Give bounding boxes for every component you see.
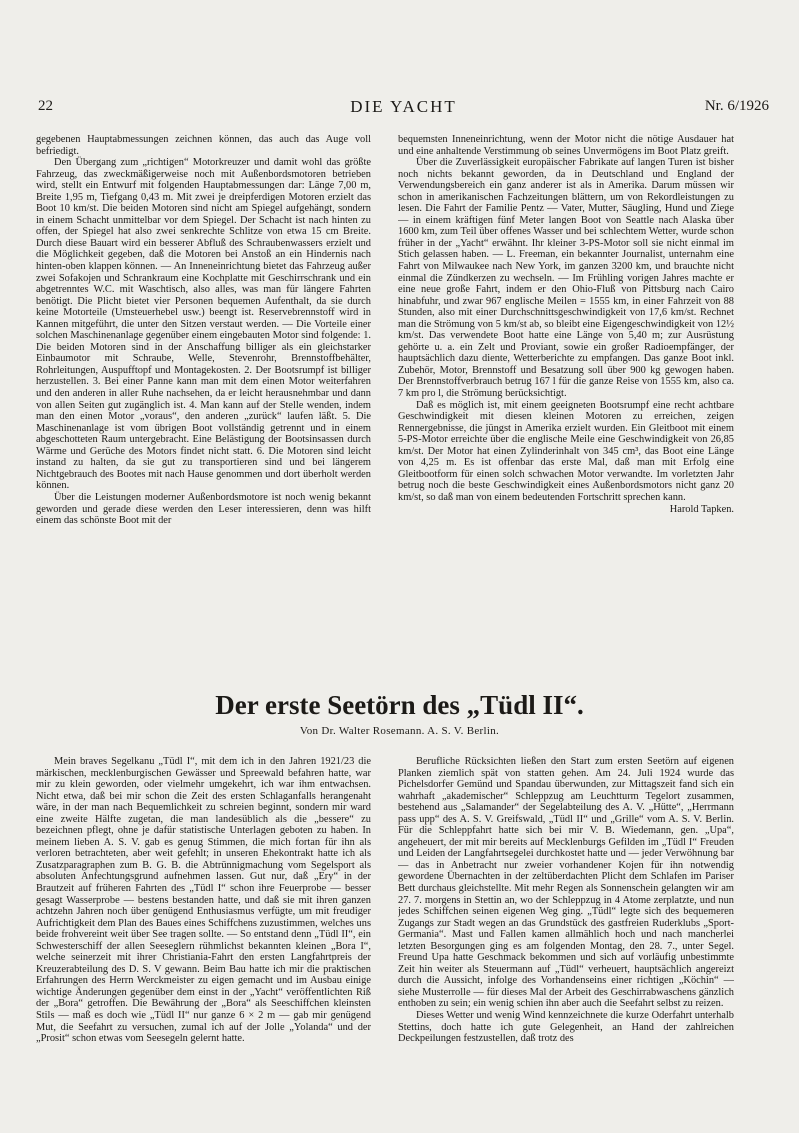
article1-right-column [398, 134, 734, 596]
article2-paragraph: Dieses Wetter und wenig Wind kennzeichnete die kurze Oderfahrt unterhalb Stettins, doch hatte ich gute Gelegenheit, an Hand der zahlreichen Deckpeilungen festzustellen, daß trotz des [398, 1010, 734, 1045]
article1-paragraph: bequemsten Inneneinrichtung, wenn der Motor nicht die nötige Ausdauer hat und eine anhaltende Verstimmung ob seines Unvermögens im Boot Platz greift. [398, 134, 734, 157]
page-header [38, 98, 769, 122]
article2-paragraph: Berufliche Rücksichten ließen den Start zum ersten Seetörn auf eigenen Planken ziemlich spät von statten gehen. Am 24. Juli 1924 wurde das Pichelsdorfer Gemünd und Spandau überwunden, zur Mittagszeit fand sich ein wahrhaft „akademischer“ Schleppzug am Leuchtturm Tegelort zusammen, bestehend aus „Salamander“ der Segelabteilung des A. V. „Hütte“, „Herrmann pass upp“ des A. S. V. Greifswald, „Tüdl II“ und „Grille“ vom A. S. V. Berlin. Für die Schleppfahrt hatte sich bei mir V. B. Wiedemann, gen. „Upa“, angeheuert, der mit mir bereits auf Mecklenburgs Gefilden im „Tüdl I“ Freuden und Leiden der Langfahrtsegelei durchkostet hatte und — jeder Verwöhnung bar — das in Anbetracht nur zweier vorhandener Kojen für ihn notwendig gewordene Übernachten in der zeltüberdachten Plicht dem Schlafen im Pariser Bett durchaus gleichstellte. Mit mehr Regen als Sonnenschein gelangten wir am 27. 7. morgens in Stettin an, wo der Schleppzug in 4 Atome zerplatzte, und nun jedes Schiffchen seinen eigenen Weg ging. „Tüdl“ legte sich des bequemeren Zugangs zur Stadt wegen an das Grundstück des gastfreien Ruderklubs „Sport-Germania“. Mast und Fallen kamen allmählich hoch und nach mancherlei letzten Besorgungen ging es am folgenden Montag, den 28. 7., unter Segel. Freund Upa hatte Geschmack bekommen und sich auf vorläufig unbestimmte Zeit hin weiter als Steuermann auf „Tüdl“ verheuert, hauptsächlich angereizt durch die Aussicht, infolge des Vorhandenseins einer richtigen „Köchin“ — siehe Musterrolle — für dieses Mal der Arbeit des Geschirrabwaschens gänzlich enthoben zu sein; ein wenig schien ihn aber auch die Seefahrt selbst zu reizen. [398, 756, 734, 1010]
article1-left-column [36, 134, 371, 596]
article1-paragraph: gegebenen Hauptabmessungen zeichnen können, das auch das Auge voll befriedigt. [36, 134, 371, 157]
article2-byline: Von Dr. Walter Rosemann. A. S. V. Berlin. [299, 725, 500, 737]
article2-title: Der erste Seetörn des „Tüdl II“. [215, 690, 584, 720]
article1-paragraph: Den Übergang zum „richtigen“ Motorkreuzer und damit wohl das größte Fahrzeug, das zweckmäßigerweise noch mit Außenbordsmotoren betrieben wird, stellt ein Entwurf mit folgenden Hauptabmessungen dar: Länge 7,00 m, Breite 1,95 m, Tiefgang 0,43 m. Mit zwei je dreipferdigen Motoren erzielt das Boot 10 km/st. Die beiden Motoren sind nicht am Spiegel aufgehängt, sondern in einem Schacht unmittelbar vor dem Spiegel. Der Schacht ist nach hinten zu offen, der Spiegel hat also zwei senkrechte Schlitze von etwa 15 cm Breite. Durch diese Bauart wird ein besserer Abfluß des Schraubenwassers erzielt und die Möglichkeit gegeben, daß die Motoren bei Anstoß an ein Hindernis nach hinten-oben klappen können. — An Inneneinrichtung bietet das Fahrzeug außer zwei Sofakojen und Schrankraum eine Kochplatte mit Geschirrschrank und ein abgetrenntes W.C. mit Waschtisch, also alles, was man für längere Fahrten benötigt. Die Plicht bietet vier Personen bequemen Aufenthalt, da sie durch keine Motorteile (Umsteuerhebel usw.) beengt ist. Reservebrennstoff wird in Kannen mitgeführt, die unter den Sitzen verstaut werden. — Die Vorteile einer solchen Maschinenanlage gegenüber einem eingebauten Motor sind folgende: 1. Die beiden Motoren sind in der Anschaffung billiger als ein gleichstarker Einbaumotor mit Schraube, Welle, Stevenrohr, Brennstoffbehälter, Rohrleitungen, Auspufftopf und Montagekosten. 2. Der Bootsrumpf ist billiger herzustellen. 3. Bei einer Panne kann man mit dem einen Motor weiterfahren und den anderen in aller Ruhe nachsehen, da er leicht herausnehmbar und dann von allen Seiten gut zugänglich ist. 4. Man kann auf der Stelle wenden, indem man den einen Motor „voraus“, den anderen „zurück“ laufen läßt. 5. Die Maschinenanlage ist vom übrigen Boot vollständig getrennt und in einem abgeschotteten Raum untergebracht. Eine Belästigung der Bootsinsassen durch Wärme und Gerüche des Motors findet nicht statt. 6. Die Motoren sind leicht instand zu halten, da sie gut zu transportieren sind und bei längerem Nichtgebrauch des Bootes mit nach Hause genommen und dort überholt werden können. [36, 157, 371, 492]
article2-left-column [36, 756, 371, 1128]
page-number: 22 [38, 98, 53, 114]
article2-right-column [398, 756, 734, 1128]
article1-paragraph: Über die Zuverlässigkeit europäischer Fabrikate auf langen Turen ist bisher noch nichts bekannt geworden, da in Deutschland und England der Verwendungsbereich ein ganz anderer ist als in Amerika. Darum müssen wir schon in amerikanischen Fachzeitungen blättern, um von Rekordleistungen zu lesen. Die Fahrt der Familie Pentz — Vater, Mutter, Säugling, Hund und Ziege — in einem kräftigen fünf Meter langen Boot von Seattle nach Alaska über 1600 km, zum Teil über offenes Wasser und bei schlechtem Wetter, wurde schon früher in der „Yacht“ erwähnt. Ihr kleiner 3-PS-Motor soll sie nicht einmal im Stich gelassen haben. — L. Freeman, ein bekannter Journalist, unternahm eine Fahrt von Milwaukee nach New York, im ganzen 3200 km, und brauchte nicht einmal die Zündkerzen zu wechseln. — Im Frühling vorigen Jahres machte er eine neue große Fahrt, indem er den Ohio-Fluß von Pittsburg nach Cairo hinabfuhr, und zwar 967 englische Meilen = 1555 km, in einer Fahrzeit von 88 Stunden, also mit einer Durchschnittsgeschwindigkeit von 17,6 km/st. Rechnet man die Strömung von 5 km/st ab, so bleibt eine Eigengeschwindigkeit von 12½ km/st. Das verwendete Boot hatte eine Länge von 5,40 m; zur Ausrüstung gehörte u. a. ein Zelt und Proviant, sowie ein großer Radioempfänger, der hauptsächlich dazu diente, Wetterberichte zu empfangen. Das ganze Boot inkl. Zubehör, Motor, Brennstoff und Besatzung soll über 900 kg gewogen haben. Der Brennstoffverbrauch betrug 167 l für die ganze Reise von 1555 km, also ca. 7 km pro l, die Strömung berücksichtigt. [398, 157, 734, 400]
article2-paragraph: Mein braves Segelkanu „Tüdl I“, mit dem ich in den Jahren 1921/23 die märkischen, mecklenburgischen Gewässer und Spreewald befahren hatte, war mir zu klein geworden, oder vielmehr umgekehrt, ich war ihm entwachsen. Nicht etwa, daß bei mir schon die Zeit des ersten Schlaganfalls herangenaht wäre, in der man nach Bequemlichkeit zu schreien beginnt, sondern mir ward eine zweite Hälfte zugetan, die man landesüblich als die „bessere“ zu bezeichnen pflegt, ohne je dafür statistische Unterlagen geboten zu haben. In meinem lieben A. S. V. gab es genug Stimmen, die mich fortan für ihn als verloren betrachteten, aber weit gefehlt; in unseren Ehekontrakt hatte ich als Zusatzparagraphen zum B. G. B. die Abtrünnigmachung vom Segelsport als absoluten Anfechtungsgrund aufnehmen lassen. Gut nur, daß „Ery“ in der Brautzeit auf früheren Fahrten des „Tüdl I“ schon ihre Feuerprobe — besser gesagt Wasserprobe — bestens bestanden hatte, und daß sie mit ihren ganzen achtzehn Jahren noch über genügend Enthusiasmus verfügte, um mit freudiger Aufrichtigkeit dem Plan des Baues eines Schiffchens zuzustimmen, welches uns beide frohvereint weit über See tragen sollte. — So entstand denn „Tüdl II“, ein Schwesterschiff der allen Seeseglern rühmlichst bekannten kleinen „Bora I“, welche seinerzeit mit ihrer Christiania-Fahrt den ersten Langfahrtpreis der Kreuzerabteilung des D. S. V gewann. Beim Bau hatte ich mir die praktischen Erfahrungen des Herrn Werckmeister zu eigen gemacht und im Ausbau einige wichtige Änderungen gegenüber dem einst in der „Yacht“ veröffentlichten Riß der „Bora“ getroffen. Die Bewährung der „Bora“ als Seeschiffchen kleinsten Stils — maß es doch wie „Tüdl II“ nur ganze 6 × 2 m — gab mir genügend Mut, die Seefahrt zu versuchen, zumal ich auf der Jolle „Yolanda“ und der „Prosit“ schon etwas vom Seesegeln gelernt hatte. [36, 756, 371, 1045]
article1-paragraph: Über die Leistungen moderner Außenbordsmotore ist noch wenig bekannt geworden und gerade diese werden den Leser interessieren, denn was hilft einem das schönste Boot mit der [36, 491, 371, 527]
article1-paragraph: Daß es möglich ist, mit einem geeigneten Bootsrumpf eine recht achtbare Geschwindigkeit mit diesen kleinen Motoren zu erreichen, zeigen Rennergebnisse, die jüngst in Amerika erzielt wurden. Ein Gleitboot mit einem 5-PS-Motor erreichte über die englische Meile eine Geschwindigkeit von 26,85 km/st. Der Motor hat einen Zylinderinhalt von 345 cm³, das Boot eine Länge von 4,25 m. Es ist offenbar das erste Mal, daß man mit Erfolg eine Gleitbootform für einen solch schwachen Motor verwandte. Im vorletzten Jahr betrug noch die beste Geschwindigkeit eines Außenbordsmotors nicht ganz 20 km/st, so daß man von einem bedeutenden Fortschritt sprechen kann. [398, 399, 734, 503]
journal-title: DIE YACHT [350, 97, 457, 116]
issue-number: Nr. 6/1926 [704, 98, 769, 114]
author-signature: Harold Tapken. [669, 503, 734, 515]
